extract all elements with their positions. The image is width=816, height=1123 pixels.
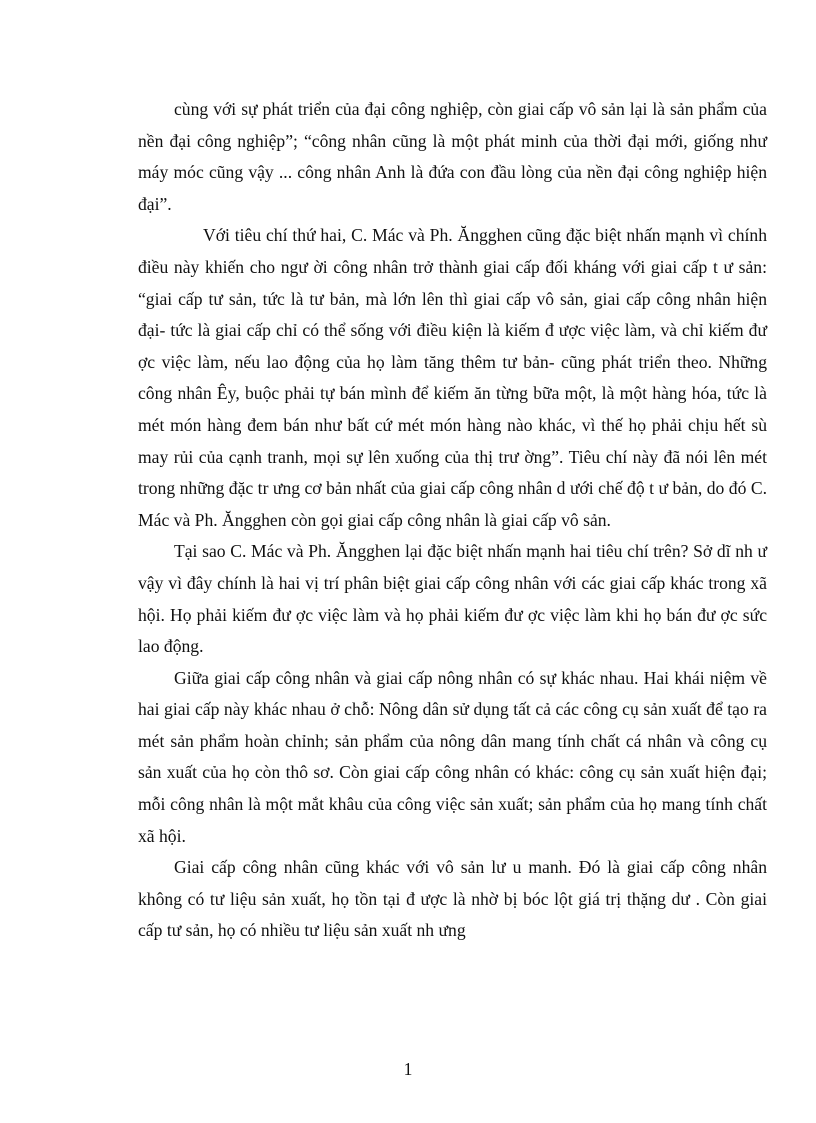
body-text xyxy=(138,94,767,947)
paragraph-why-emphasize: Tại sao C. Mác và Ph. Ăngghen lại đặc biệt nhấn mạnh hai tiêu chí trên? Sở dĩ nh ư vậy vì đây chính là hai vị trí phân biệt giai cấp công nhân với các giai cấp khác trong xã hội. Họ phải kiếm đư ợc việc làm và họ phải kiếm đư ợc việc làm khi họ bán đư ợc sức lao động. xyxy=(138,541,767,657)
paragraph-continuation: cùng với sự phát triển của đại công nghiệp, còn giai cấp vô sản lại là sản phẩm của nền đại công nghiệp”; “công nhân cũng là một phát minh của thời đại mới, giống như máy móc cũng vậy ... công nhân Anh là đứa con đầu lòng của nền đại công nghiệp hiện đại”. xyxy=(138,99,767,214)
paragraph-second-criterion: Với tiêu chí thứ hai, C. Mác và Ph. Ăngghen cũng đặc biệt nhấn mạnh vì chính điều này khiến cho ngư ời công nhân trở thành giai cấp đối kháng với giai cấp t ư sản: “giai cấp tư sản, tức là tư bản, mà lớn lên thì giai cấp vô sản, giai cấp công nhân hiện đại- tức là giai cấp chỉ có thể sống với điều kiện là kiếm đ ược việc làm, và chỉ kiếm đư ợc việc làm, nếu lao động của họ làm tăng thêm tư bản- cũng phát triển theo. Những công nhân Êy, buộc phải tự bán mình để kiếm ăn từng bữa một, là một hàng hóa, tức là mét món hàng đem bán như bất cứ mét món hàng nào khác, vì thế họ phải chịu hết sù may rủi của cạnh tranh, mọi sự lên xuống của thị trư ờng”. Tiêu chí này đã nói lên mét trong những đặc tr ưng cơ bản nhất của giai cấp công nhân d ưới chế độ t ư bản, do đó C. Mác và Ph. Ăngghen còn gọi giai cấp công nhân là giai cấp vô sản. xyxy=(138,225,767,530)
paragraph-worker-vs-lumpen: Giai cấp công nhân cũng khác với vô sản lư u manh. Đó là giai cấp công nhân không có tư liệu sản xuất, họ tồn tại đ ược là nhờ bị bóc lột giá trị thặng dư . Còn giai cấp tư sản, họ có nhiều tư liệu sản xuất nh ưng xyxy=(138,857,767,941)
paragraph-worker-vs-peasant: Giữa giai cấp công nhân và giai cấp nông nhân có sự khác nhau. Hai khái niệm về hai giai cấp này khác nhau ở chỗ: Nông dân sử dụng tất cả các công cụ sản xuất để tạo ra mét sản phẩm hoàn chỉnh; sản phẩm của nông dân mang tính chất cá nhân và công cụ sản xuất của họ còn thô sơ. Còn giai cấp công nhân có khác: công cụ sản xuất hiện đại; mỗi công nhân là một mắt khâu của công việc sản xuất; sản phẩm của họ mang tính chất xã hội. xyxy=(138,667,767,846)
page-number: 1 xyxy=(403,1059,413,1079)
